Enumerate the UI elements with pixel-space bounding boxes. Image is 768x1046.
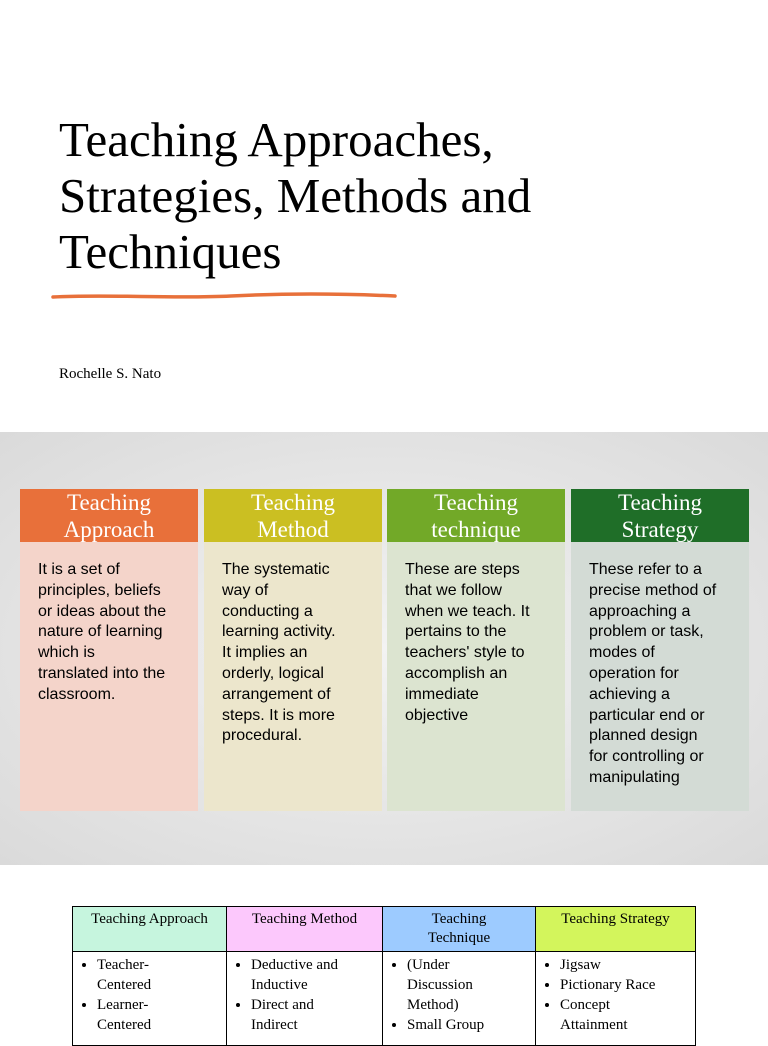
column-body: These refer to a precise method of approaching a problem or task, modes of operation for achieving a particular end or planned design for controlling or manipulating <box>571 542 749 811</box>
table-row <box>73 952 696 1046</box>
comparison-slide <box>0 865 768 1033</box>
list-item: • Concept Attainment <box>560 995 691 1035</box>
column-header-line: Teaching <box>618 490 702 515</box>
column-teaching-approach <box>20 489 198 811</box>
author-name: Rochelle S. Nato <box>59 366 162 382</box>
column-header <box>204 489 382 542</box>
column-header <box>571 489 749 542</box>
list-item: • Direct and Indirect <box>251 995 378 1035</box>
column-teaching-technique <box>387 489 565 811</box>
slide-title <box>59 112 699 280</box>
title-line: Teaching Approaches, <box>59 112 494 167</box>
list-item: • Learner- Centered <box>97 995 222 1035</box>
table-cell-method <box>227 952 383 1046</box>
column-header-line: Method <box>257 517 329 542</box>
table-cell-technique <box>383 952 536 1046</box>
title-line: Strategies, Methods and <box>59 168 532 223</box>
column-header-line: Approach <box>63 517 155 542</box>
column-header-line: Teaching <box>251 490 335 515</box>
column-header <box>387 489 565 542</box>
table-header-method: Teaching Method <box>227 907 383 952</box>
comparison-table <box>72 906 696 1046</box>
table-cell-approach <box>73 952 227 1046</box>
title-line: Techniques <box>59 224 282 279</box>
title-underline <box>51 289 399 303</box>
list-item: • (Under Discussion Method) <box>407 955 531 1015</box>
list-item: • Pictionary Race <box>560 975 691 995</box>
list-item: • Teacher- Centered <box>97 955 222 995</box>
column-header-line: Strategy <box>621 517 699 542</box>
table-header-row <box>73 907 696 952</box>
list-item: • Deductive and Inductive <box>251 955 378 995</box>
table-header-technique: Teaching Technique <box>383 907 536 952</box>
column-header-line: technique <box>431 517 521 542</box>
list-item: • Jigsaw <box>560 955 691 975</box>
column-header-line: Teaching <box>434 490 518 515</box>
column-header <box>20 489 198 542</box>
column-header-line: Teaching <box>67 490 151 515</box>
column-body: The systematic way of conducting a learning activity. It implies an orderly, logical arrangement of steps. It is more procedural. <box>204 542 382 811</box>
list-item: • Small Group <box>407 1015 531 1035</box>
table-cell-strategy <box>536 952 696 1046</box>
column-body: These are steps that we follow when we teach. It pertains to the teachers' style to accomplish an immediate objective <box>387 542 565 811</box>
title-slide <box>0 0 768 432</box>
column-teaching-strategy <box>571 489 749 811</box>
column-teaching-method <box>204 489 382 811</box>
table-header-strategy: Teaching Strategy <box>536 907 696 952</box>
definitions-slide <box>0 432 768 865</box>
table-header-approach: Teaching Approach <box>73 907 227 952</box>
column-body: It is a set of principles, beliefs or ideas about the nature of learning which is translated into the classroom. <box>20 542 198 811</box>
